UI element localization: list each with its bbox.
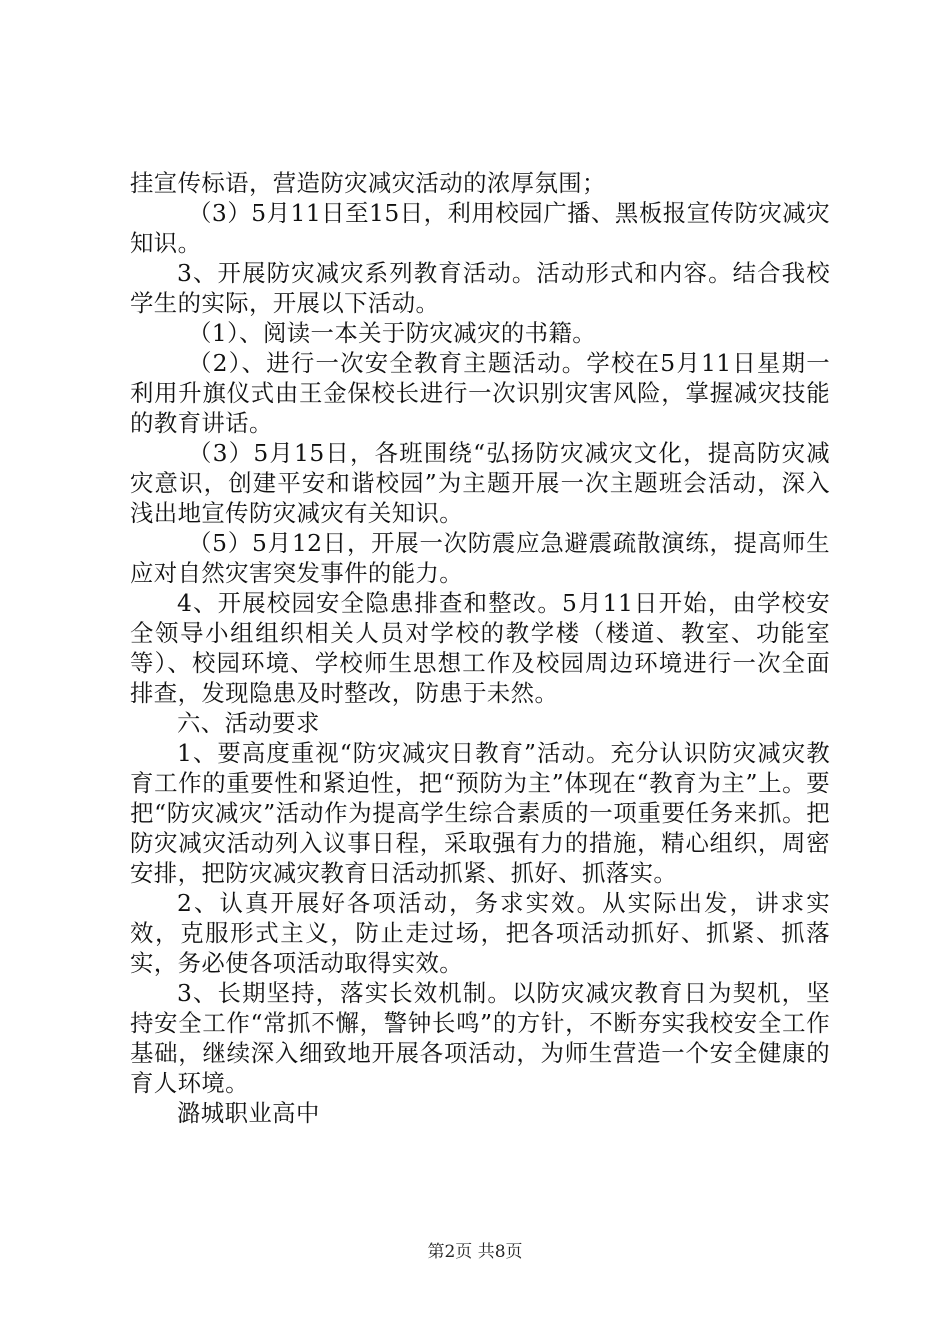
- paragraph-2: （3）5月11日至15日，利用校园广播、黑板报宣传防灾减灾知识。: [130, 199, 830, 257]
- paragraph-4: （1）、阅读一本关于防灾减灾的书籍。: [188, 319, 597, 347]
- paragraph-9: 1、要高度重视“防灾减灾日教育”活动。充分认识防灾减灾教育工作的重要性和紧迫性，把“预防为主”体现在“教育为主”上。要把“防灾减灾”活动作为提高学生综合素质的一项重要任务来抓。把防灾减灾活动列入议事日程，采取强有力的措施，精心组织，周密安排，把防灾减灾教育日活动抓紧、抓好、抓落实。: [130, 739, 830, 887]
- paragraph-8: 4、开展校园安全隐患排查和整改。5月11日开始，由学校安全领导小组组织相关人员对学校的教学楼（楼道、教室、功能室等）、校园环境、学校师生思想工作及校园周边环境进行一次全面排查，发现隐患及时整改，防患于未然。: [130, 589, 830, 707]
- paragraph-3: 3、开展防灾减灾系列教育活动。活动形式和内容。结合我校学生的实际，开展以下活动。: [130, 259, 830, 317]
- signature-school: 潞城职业高中: [177, 1099, 320, 1127]
- page-number-footer: 第2页 共8页: [427, 1242, 523, 1262]
- paragraph-5: （2）、进行一次安全教育主题活动。学校在5月11日星期一利用升旗仪式由王金保校长进行一次识别灾害风险，掌握减灾技能的教育讲话。: [130, 349, 830, 437]
- paragraph-1: 挂宣传标语，营造防灾减灾活动的浓厚氛围；: [130, 169, 606, 197]
- section-heading: 六、活动要求: [177, 709, 320, 737]
- paragraph-7: （5）5月12日，开展一次防震应急避震疏散演练，提高师生应对自然灾害突发事件的能力。: [130, 529, 830, 587]
- document-body: [130, 168, 830, 1128]
- paragraph-11: 3、长期坚持，落实长效机制。以防灾减灾教育日为契机，坚持安全工作“常抓不懈，警钟长鸣”的方针，不断夯实我校安全工作基础，继续深入细致地开展各项活动，为师生营造一个安全健康的育人环境。: [130, 979, 830, 1097]
- paragraph-10: 2、认真开展好各项活动，务求实效。从实际出发，讲求实效，克服形式主义，防止走过场，把各项活动抓好、抓紧、抓落实，务必使各项活动取得实效。: [130, 889, 830, 977]
- paragraph-6: （3）5月15日，各班围绕“弘扬防灾减灾文化，提高防灾减灾意识，创建平安和谐校园”为主题开展一次主题班会活动，深入浅出地宣传防灾减灾有关知识。: [130, 439, 830, 527]
